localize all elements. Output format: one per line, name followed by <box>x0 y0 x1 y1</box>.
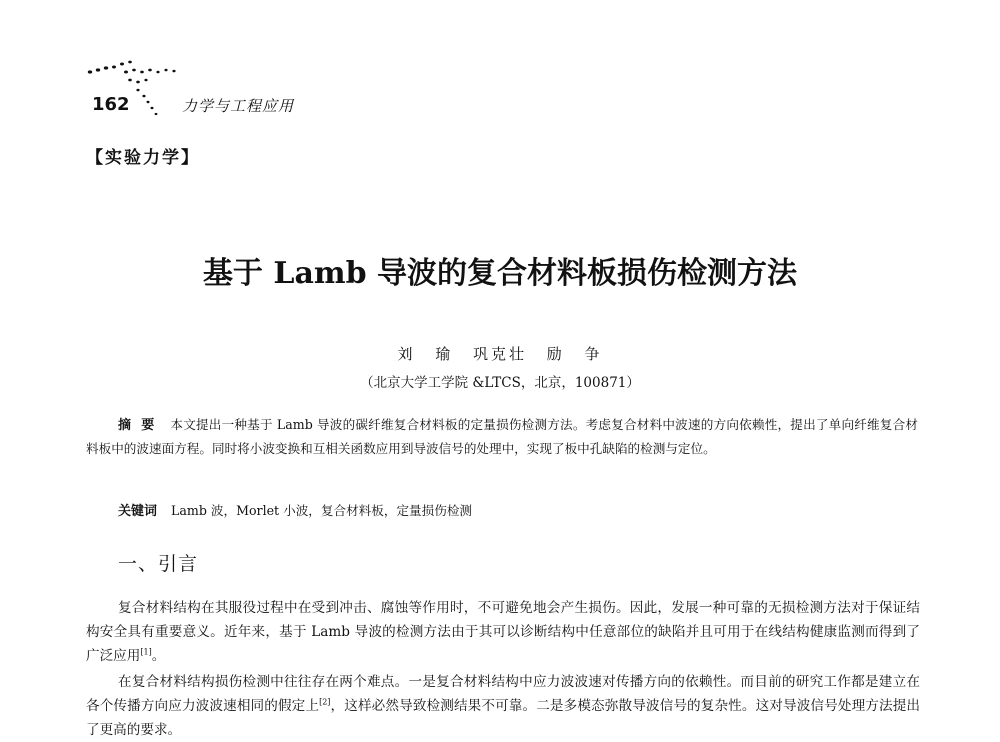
abstract <box>86 413 918 460</box>
section-tag: 【实验力学】 <box>86 148 200 168</box>
paragraph-2-text: 在复合材料结构损伤检测中往往存在两个难点。一是复合材料结构中应力波波速对传播方向的依赖性。而目前的研究工作都是建立在各个传播方向应力波波速相同的假定上 <box>86 674 920 714</box>
paragraph-2-end: ，这样必然导致检测结果不可靠。二是多模态弥散导波信号的复杂性。这对导波信号处理方法提出了更高的要求。 <box>86 698 921 738</box>
keywords-text: Lamb 波，Morlet 小波，复合材料板，定量损伤检测 <box>171 503 473 518</box>
article-title: 基于 Lamb 导波的复合材料板损伤检测方法 <box>202 256 798 291</box>
paragraph-2 <box>86 670 920 742</box>
running-title: 力学与工程应用 <box>182 97 295 115</box>
paragraph-1-text: 复合材料结构在其服役过程中在受到冲击、腐蚀等作用时，不可避免地会产生损伤。因此，发展一种可靠的无损检测方法对于保证结构安全具有重要意义。近年来，基于 Lamb 导波的检测方法由于其可以诊断结构中任意部位的缺陷并且可用于在线结构健康监测而得到了广泛应用 <box>86 600 920 664</box>
abstract-text: 本文提出一种基于 Lamb 导波的碳纤维复合材料板的定量损伤检测方法。考虑复合材料中波速的方向依赖性，提出了单向纤维复合材料板中的波速面方程。同时将小波变换和互相关函数应用到导波信号的处理中，实现了板中孔缺陷的检测与定位。 <box>86 417 918 456</box>
affiliation: （北京大学工学院 &LTCS，北京，100871） <box>360 375 640 391</box>
keywords <box>118 500 472 519</box>
citation-2: [2] <box>319 697 331 707</box>
page-number: 162 <box>92 94 130 115</box>
section-heading: 一、引言 <box>118 553 199 575</box>
authors: 刘 瑜 巩克壮 励 争 <box>397 345 603 363</box>
citation-1: [1] <box>140 647 152 657</box>
abstract-label: 摘要 <box>118 418 165 433</box>
paragraph-1-end: 。 <box>151 648 166 664</box>
keywords-label: 关键词 <box>118 504 158 519</box>
paragraph-1 <box>86 596 920 668</box>
